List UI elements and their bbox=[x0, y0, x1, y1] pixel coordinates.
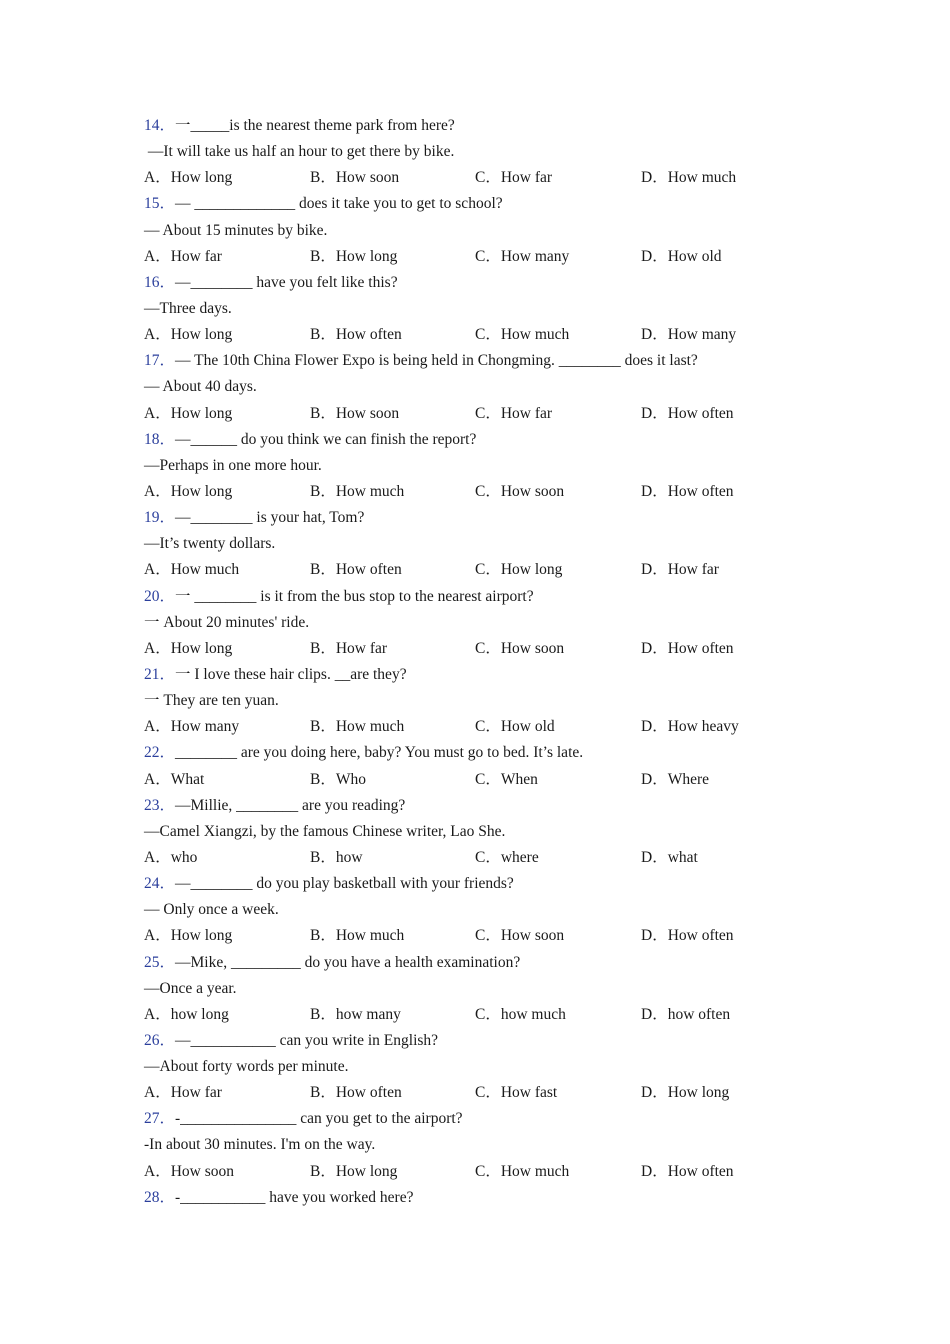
question-text: 一 ________ is it from the bus stop to the nearest airport? bbox=[175, 587, 534, 605]
option-d: D．How far bbox=[641, 561, 719, 579]
option-c: C．How much bbox=[475, 326, 570, 344]
question-reply: —Once a year. bbox=[144, 979, 237, 997]
question-number: 20． bbox=[144, 587, 176, 605]
option-c: C．How fast bbox=[475, 1084, 558, 1102]
question-text: ________ are you doing here, baby? You must go to bed. It’s late. bbox=[175, 744, 584, 762]
question-stem bbox=[144, 584, 864, 610]
answer-options bbox=[144, 322, 864, 348]
question-number: 15． bbox=[144, 195, 176, 213]
option-b: B．how many bbox=[310, 1005, 401, 1023]
question-reply: —Perhaps in one more hour. bbox=[144, 456, 322, 474]
option-a: A．How long bbox=[144, 404, 233, 422]
question-text: — _____________ does it take you to get to school? bbox=[175, 195, 503, 213]
question-list bbox=[144, 113, 864, 1211]
answer-options bbox=[144, 923, 864, 949]
question-reply: —About forty words per minute. bbox=[144, 1058, 349, 1076]
question-stem bbox=[144, 270, 864, 296]
option-a: A．How long bbox=[144, 927, 233, 945]
question-stem bbox=[144, 871, 864, 897]
question-text: —________ have you felt like this? bbox=[175, 273, 398, 291]
question-stem bbox=[144, 950, 864, 976]
option-a: A．How long bbox=[144, 639, 233, 657]
question-reply: — About 40 days. bbox=[144, 378, 257, 396]
option-b: B．How soon bbox=[310, 404, 400, 422]
question-reply: — About 15 minutes by bike. bbox=[144, 221, 328, 239]
question-text: —________ is your hat, Tom? bbox=[175, 509, 365, 527]
option-c: C．How far bbox=[475, 169, 553, 187]
question-text: 一_____is the nearest theme park from here? bbox=[175, 117, 455, 134]
question-stem bbox=[144, 113, 864, 139]
question-stem bbox=[144, 1028, 864, 1054]
option-a: A．How soon bbox=[144, 1162, 234, 1180]
answer-options bbox=[144, 845, 864, 871]
option-a: A．How many bbox=[144, 718, 240, 736]
question-number: 22． bbox=[144, 744, 176, 762]
question-text: —Mike, _________ do you have a health examination? bbox=[175, 953, 521, 971]
option-c: C．When bbox=[475, 770, 538, 788]
answer-options bbox=[144, 1002, 864, 1028]
question-stem bbox=[144, 793, 864, 819]
option-b: B．How much bbox=[310, 927, 405, 945]
question-reply: 一 They are ten yuan. bbox=[144, 692, 279, 710]
question-reply: —It’s twenty dollars. bbox=[144, 535, 276, 553]
option-d: D．How many bbox=[641, 326, 737, 344]
question-stem bbox=[144, 1106, 864, 1132]
question-number: 25． bbox=[144, 953, 176, 971]
option-c: C．How soon bbox=[475, 927, 565, 945]
option-b: B．How long bbox=[310, 247, 398, 265]
option-a: A．How far bbox=[144, 247, 222, 265]
option-b: B．How far bbox=[310, 639, 388, 657]
option-d: D．How often bbox=[641, 639, 734, 657]
option-d: D．Where bbox=[641, 770, 709, 788]
question-reply: —Camel Xiangzi, by the famous Chinese writer, Lao She. bbox=[144, 822, 506, 840]
question-reply: —It will take us half an hour to get there by bike. bbox=[144, 143, 455, 161]
option-d: D．How often bbox=[641, 404, 734, 422]
question-stem bbox=[144, 740, 864, 766]
question-number: 19． bbox=[144, 509, 176, 527]
answer-options bbox=[144, 557, 864, 583]
question-text: —Millie, ________ are you reading? bbox=[175, 796, 406, 814]
question-text: —______ do you think we can finish the report? bbox=[175, 430, 477, 448]
option-d: D．How much bbox=[641, 169, 737, 187]
question-text: — The 10th China Flower Expo is being held in Chongming. ________ does it last? bbox=[175, 352, 698, 370]
option-c: C．How far bbox=[475, 404, 553, 422]
option-c: C．How many bbox=[475, 247, 570, 265]
option-b: B．How often bbox=[310, 1084, 402, 1102]
question-stem bbox=[144, 1185, 864, 1211]
question-number: 17． bbox=[144, 352, 176, 370]
question-stem bbox=[144, 427, 864, 453]
option-a: A．How long bbox=[144, 326, 233, 344]
question-reply: — Only once a week. bbox=[144, 901, 279, 919]
question-number: 23． bbox=[144, 796, 176, 814]
option-b: B．Who bbox=[310, 770, 366, 788]
question-stem bbox=[144, 505, 864, 531]
question-text: —___________ can you write in English? bbox=[175, 1031, 439, 1049]
answer-options bbox=[144, 767, 864, 793]
option-a: A．How much bbox=[144, 561, 240, 579]
option-b: B．how bbox=[310, 848, 363, 866]
question-reply: 一 About 20 minutes' ride. bbox=[144, 613, 310, 631]
answer-options bbox=[144, 1159, 864, 1185]
answer-options bbox=[144, 401, 864, 427]
option-d: D．what bbox=[641, 848, 698, 866]
option-a: A．What bbox=[144, 770, 205, 788]
option-c: C．How much bbox=[475, 1162, 570, 1180]
option-c: C．How old bbox=[475, 718, 555, 736]
option-d: D．How heavy bbox=[641, 718, 739, 736]
option-c: C．How long bbox=[475, 561, 563, 579]
question-number: 27． bbox=[144, 1110, 176, 1128]
question-number: 28． bbox=[144, 1188, 176, 1206]
question-number: 14． bbox=[144, 117, 176, 134]
option-d: D．How long bbox=[641, 1084, 730, 1102]
option-b: B．How often bbox=[310, 561, 402, 579]
question-text: -_______________ can you get to the airport? bbox=[175, 1110, 463, 1128]
option-d: D．How old bbox=[641, 247, 722, 265]
option-c: C．where bbox=[475, 848, 539, 866]
question-reply: -In about 30 minutes. I'm on the way. bbox=[144, 1136, 376, 1154]
option-c: C．How soon bbox=[475, 482, 565, 500]
answer-options bbox=[144, 1080, 864, 1106]
question-stem bbox=[144, 662, 864, 688]
question-number: 24． bbox=[144, 875, 176, 893]
option-c: C．how much bbox=[475, 1005, 566, 1023]
option-b: B．How soon bbox=[310, 169, 400, 187]
question-stem bbox=[144, 191, 864, 217]
answer-options bbox=[144, 479, 864, 505]
question-text: 一 I love these hair clips. __are they? bbox=[175, 665, 407, 683]
question-stem bbox=[144, 348, 864, 374]
option-d: D．How often bbox=[641, 927, 734, 945]
question-number: 26． bbox=[144, 1031, 176, 1049]
option-b: B．How often bbox=[310, 326, 402, 344]
option-a: A．How far bbox=[144, 1084, 222, 1102]
question-number: 16． bbox=[144, 273, 176, 291]
option-c: C．How soon bbox=[475, 639, 565, 657]
option-a: A．who bbox=[144, 848, 198, 866]
option-a: A．How long bbox=[144, 482, 233, 500]
option-d: D．How often bbox=[641, 482, 734, 500]
question-text: —________ do you play basketball with your friends? bbox=[175, 875, 514, 893]
question-number: 21． bbox=[144, 665, 176, 683]
option-b: B．How long bbox=[310, 1162, 398, 1180]
option-d: D．how often bbox=[641, 1005, 731, 1023]
option-a: A．how long bbox=[144, 1005, 229, 1023]
option-a: A．How long bbox=[144, 169, 233, 187]
question-reply: —Three days. bbox=[144, 299, 232, 317]
option-b: B．How much bbox=[310, 718, 405, 736]
answer-options bbox=[144, 244, 864, 270]
answer-options bbox=[144, 165, 864, 191]
question-text: -___________ have you worked here? bbox=[175, 1188, 414, 1206]
option-b: B．How much bbox=[310, 482, 405, 500]
answer-options bbox=[144, 636, 864, 662]
answer-options bbox=[144, 714, 864, 740]
option-d: D．How often bbox=[641, 1162, 734, 1180]
question-number: 18． bbox=[144, 430, 176, 448]
